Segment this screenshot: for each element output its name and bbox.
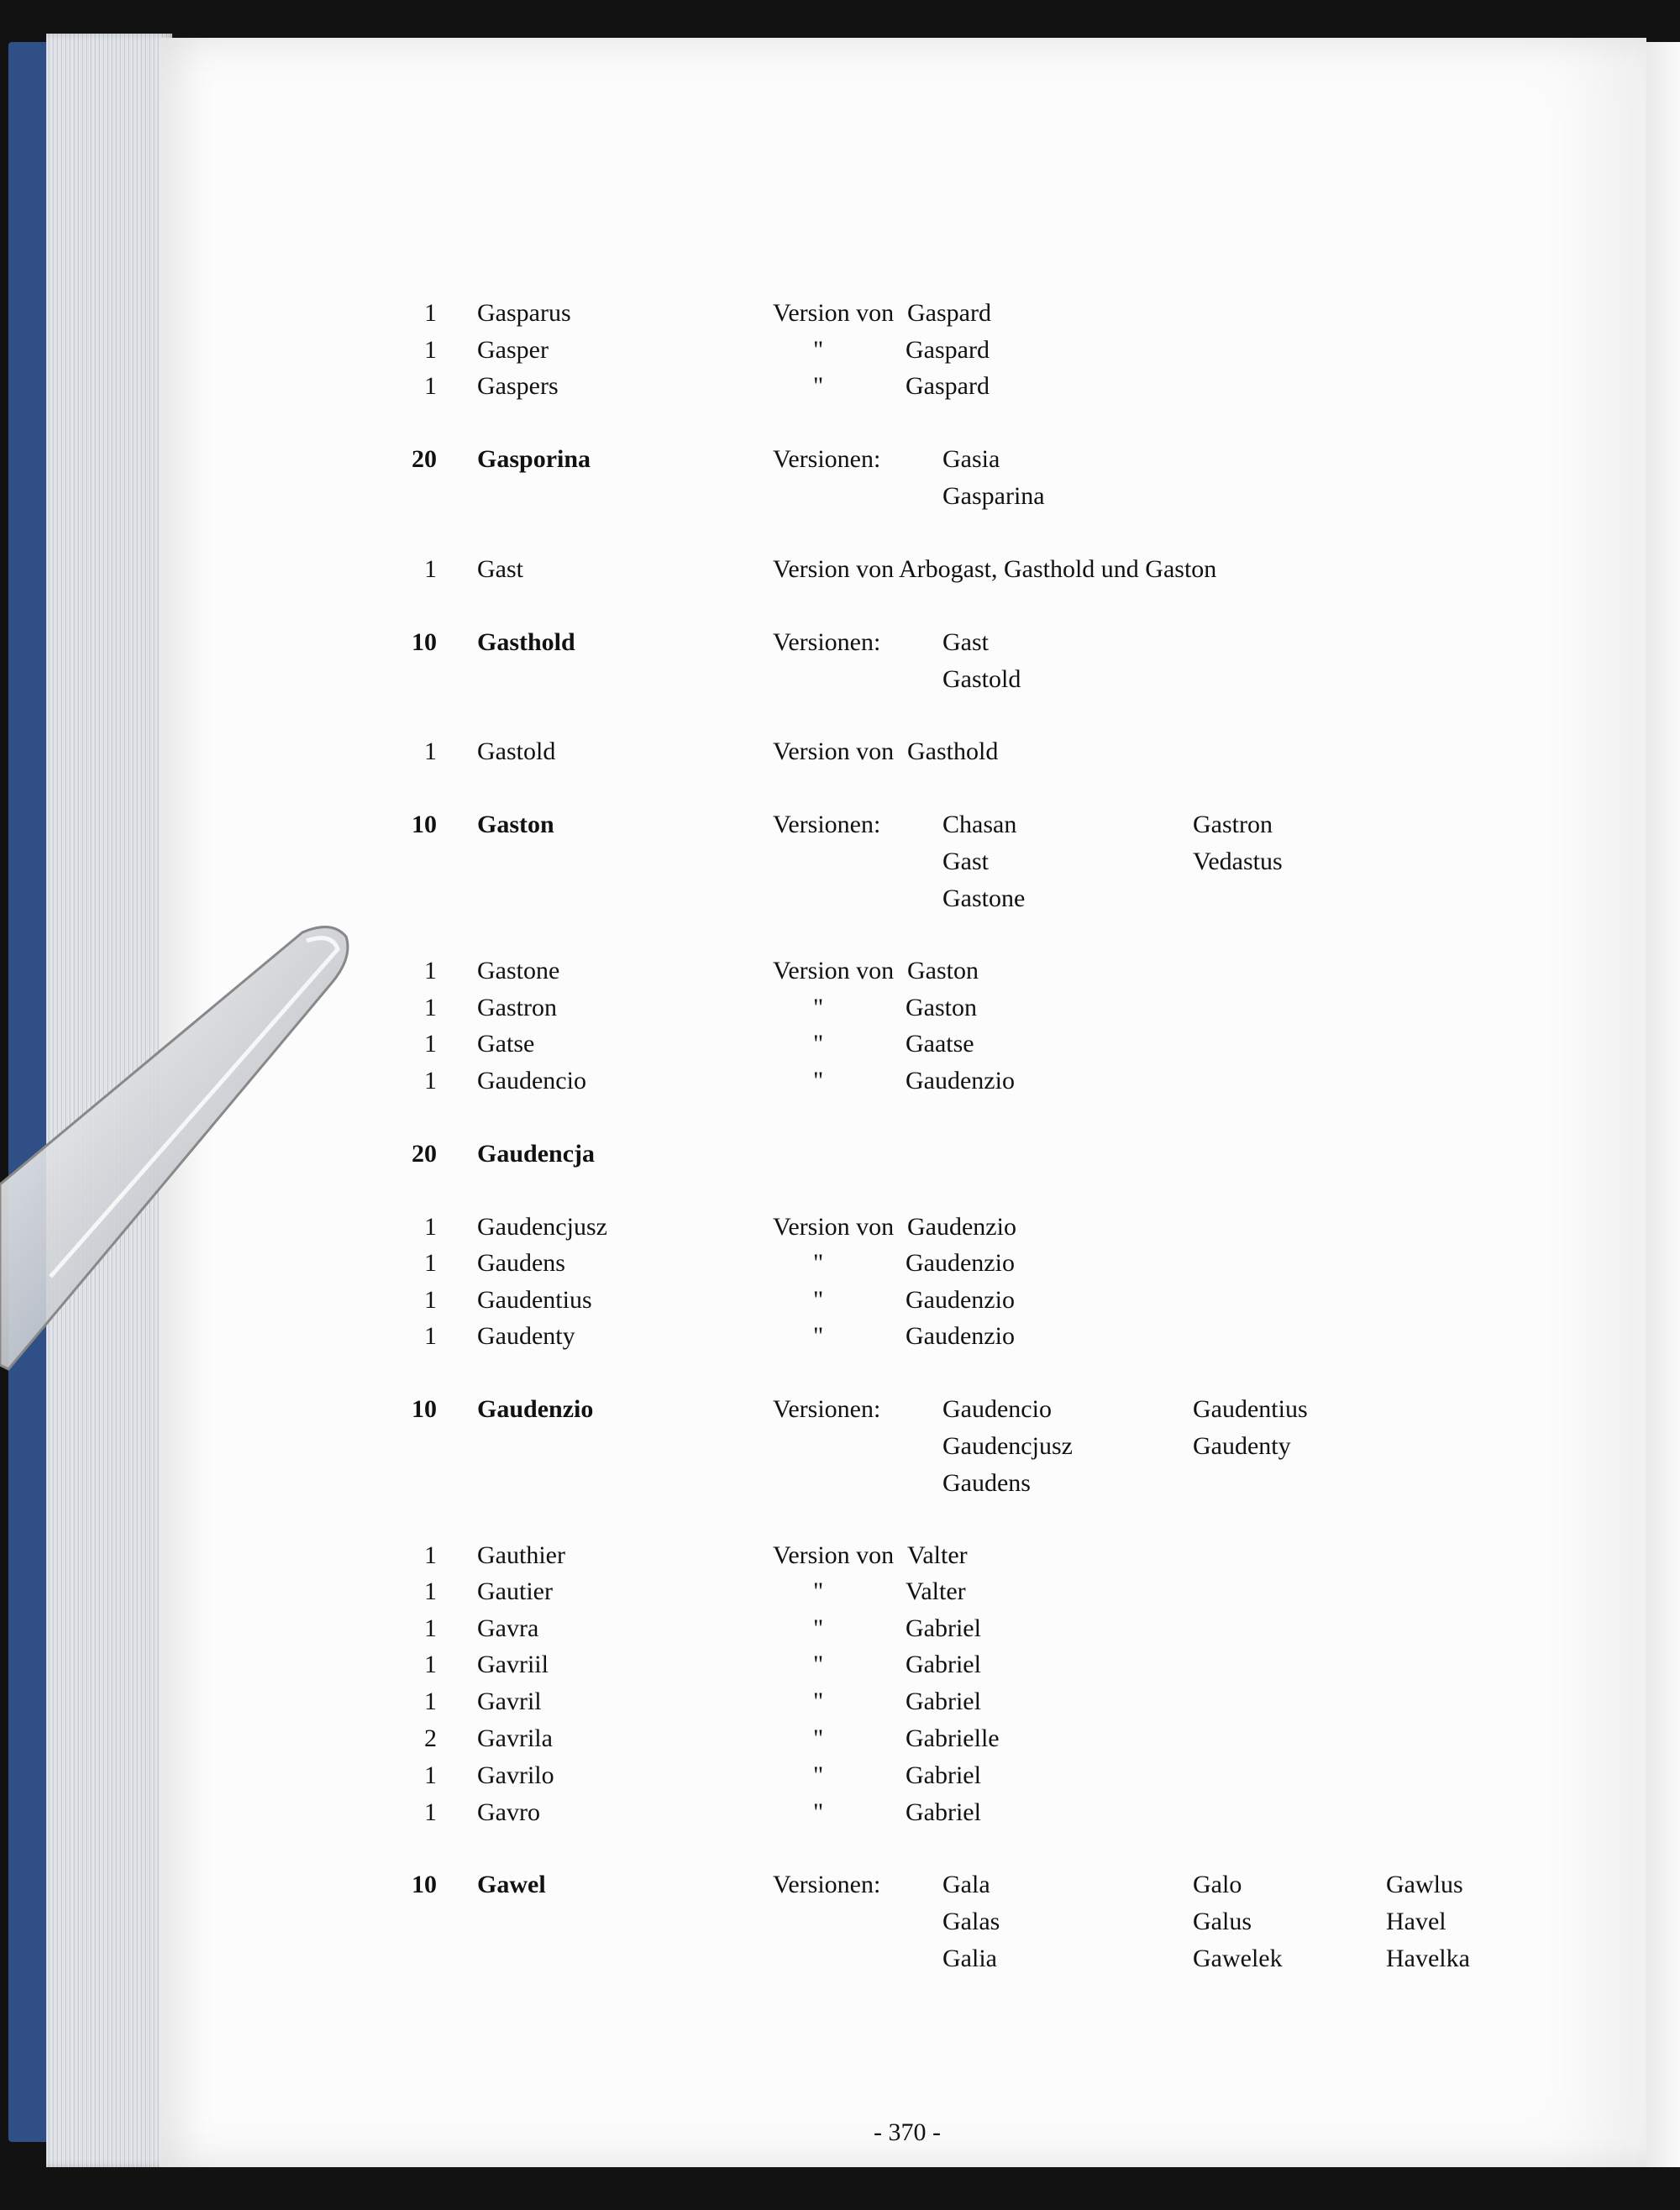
entry-name: Gaudencjusz [477,1213,607,1241]
entry-name: Gasporina [477,445,591,473]
entry-count: 1 [424,1541,437,1569]
entry-name: Gatse [477,1030,535,1058]
entry-label: " [813,1322,824,1350]
entry-version: Gabriel [906,1688,981,1715]
entry-version: Gastone [942,885,1026,912]
entry-name: Gautier [477,1577,553,1605]
entry-count: 20 [412,1140,437,1168]
entry-version: Gaudencio [942,1395,1052,1423]
entry-count: 1 [424,1322,437,1350]
entry-version: Gaudentius [1193,1395,1308,1423]
entry-label: Version von [773,1541,895,1569]
entry-label: " [813,1651,824,1678]
entry-label: Versionen: [773,811,881,838]
entry-count: 1 [424,336,437,364]
entry-count: 1 [424,555,437,583]
entry-label: Version von [773,1213,895,1241]
entry-version: Galo [1193,1871,1242,1898]
entry-version: Galas [942,1908,1000,1935]
entry-version: Gasthold [907,738,999,765]
entry-label: Version von Arbogast, Gasthold und Gaston [773,555,1217,583]
entry-name: Gasper [477,336,549,364]
entry-count: 1 [424,1614,437,1642]
entry-count: 1 [424,994,437,1021]
book-page [160,38,1646,2167]
entry-name: Gavro [477,1798,540,1826]
entry-version: Gala [942,1871,990,1898]
entry-version: Gaspard [906,336,990,364]
entry-version: Gasparina [942,482,1045,510]
entry-count: 1 [424,299,437,327]
entry-label: " [813,1577,824,1605]
entry-version: Gabriel [906,1761,981,1789]
entry-count: 1 [424,372,437,400]
entry-version: Gaatse [906,1030,974,1058]
entry-version: Gaston [906,994,977,1021]
entry-version: Gast [942,848,989,875]
entry-label: Versionen: [773,1871,881,1898]
entry-label: " [813,336,824,364]
entry-name: Gaudentius [477,1286,592,1314]
entry-version: Gast [942,628,989,656]
entry-name: Gasthold [477,628,575,656]
entry-label: Version von [773,957,895,984]
entry-label: " [813,1286,824,1314]
entry-name: Gaudens [477,1249,565,1277]
entry-version: Gaspard [906,372,990,400]
entry-version: Gawelek [1193,1945,1283,1972]
page-number: - 370 - [874,2118,941,2146]
entry-count: 1 [424,1761,437,1789]
entry-count: 1 [424,738,437,765]
entry-version: Gaudenzio [906,1322,1015,1350]
entry-version: Gastron [1193,811,1273,838]
entry-version: Gaudenzio [906,1286,1015,1314]
entry-name: Gastone [477,957,560,984]
entry-version: Gabriel [906,1798,981,1826]
entry-version: Gasia [942,445,1000,473]
entry-count: 1 [424,1651,437,1678]
entry-version: Galia [942,1945,997,1972]
entry-name: Gaspers [477,372,559,400]
entry-name: Gastold [477,738,556,765]
entry-count: 2 [424,1724,437,1752]
entry-version: Vedastus [1193,848,1283,875]
entry-count: 1 [424,1577,437,1605]
entry-label: " [813,1614,824,1642]
entry-version: Valter [907,1541,968,1569]
entry-version: Gabriel [906,1651,981,1678]
entry-label: Version von [773,299,895,327]
entry-label: " [813,1688,824,1715]
entry-version: Gaudenty [1193,1432,1291,1460]
entry-count: 1 [424,1067,437,1095]
entry-name: Gaston [477,811,554,838]
entry-label: Version von [773,738,895,765]
entry-count: 1 [424,1286,437,1314]
entry-version: Havel [1386,1908,1446,1935]
next-page-edge [1646,42,1680,2167]
page-edges [46,34,172,2167]
entry-name: Gavriil [477,1651,549,1678]
entry-count: 1 [424,1798,437,1826]
entry-label: " [813,1249,824,1277]
entry-version: Gawlus [1386,1871,1463,1898]
entry-count: 10 [412,1395,437,1423]
entry-count: 10 [412,811,437,838]
entry-version: Gaudenzio [907,1213,1016,1241]
entry-name: Gavrila [477,1724,553,1752]
entry-count: 1 [424,1213,437,1241]
entry-version: Gaston [907,957,979,984]
entry-name: Gaudencio [477,1067,586,1095]
entry-version: Galus [1193,1908,1252,1935]
entry-label: " [813,1030,824,1058]
entry-label: Versionen: [773,1395,881,1423]
entry-name: Gaudenzio [477,1395,594,1423]
entry-name: Gawel [477,1871,546,1898]
entry-name: Gavrilo [477,1761,554,1789]
entry-label: " [813,1724,824,1752]
entry-version: Gaudencjusz [942,1432,1073,1460]
entry-version: Valter [906,1577,966,1605]
entry-version: Havelka [1386,1945,1470,1972]
entry-label: Versionen: [773,628,881,656]
entry-name: Gaudencja [477,1140,596,1168]
entry-label: Versionen: [773,445,881,473]
entry-version: Gaudenzio [906,1067,1015,1095]
entry-version: Chasan [942,811,1017,838]
entry-name: Gast [477,555,523,583]
entry-name: Gaudenty [477,1322,575,1350]
entry-count: 20 [412,445,437,473]
entry-label: " [813,994,824,1021]
entry-count: 1 [424,1030,437,1058]
entry-name: Gavril [477,1688,542,1715]
entry-version: Gaudenzio [906,1249,1015,1277]
entry-version: Gaspard [907,299,991,327]
entry-version: Gabriel [906,1614,981,1642]
entry-version: Gaudens [942,1469,1031,1497]
entry-count: 1 [424,957,437,984]
entry-label: " [813,1067,824,1095]
entry-name: Gastron [477,994,557,1021]
entry-name: Gauthier [477,1541,565,1569]
entry-version: Gastold [942,665,1021,693]
entry-label: " [813,1761,824,1789]
entry-label: " [813,1798,824,1826]
entry-count: 10 [412,628,437,656]
entry-count: 1 [424,1249,437,1277]
entry-label: " [813,372,824,400]
entry-count: 10 [412,1871,437,1898]
entry-count: 1 [424,1688,437,1715]
entry-name: Gasparus [477,299,571,327]
entry-version: Gabrielle [906,1724,1000,1752]
entry-name: Gavra [477,1614,539,1642]
